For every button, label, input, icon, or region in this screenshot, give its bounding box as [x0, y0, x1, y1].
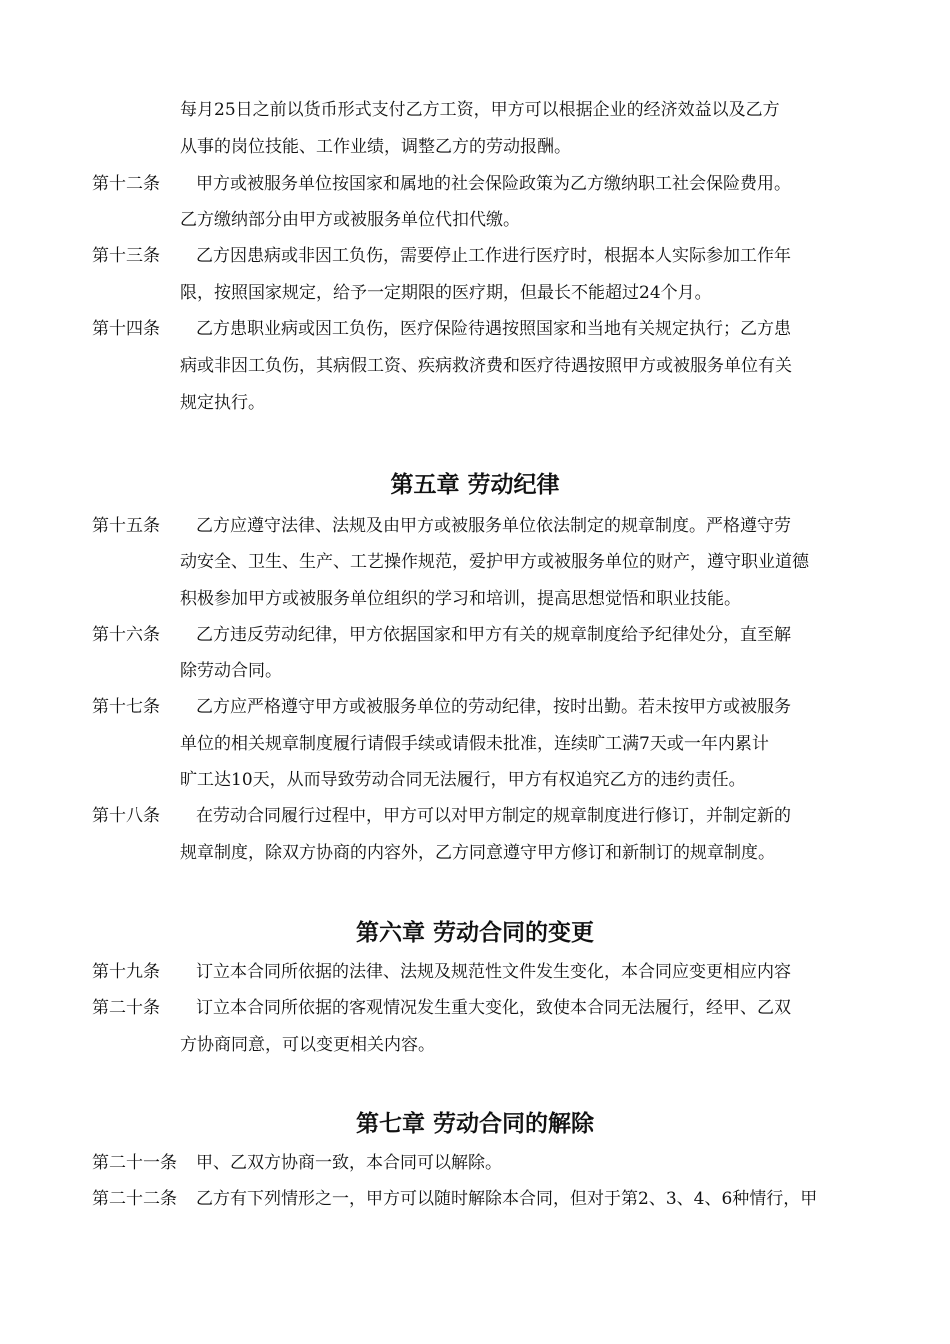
article-line: 甲、乙双方协商一致，本合同可以解除。: [196, 1153, 502, 1173]
article-label: 第十六条: [92, 625, 160, 645]
chapter-title-6: 第六章 劳动合同的变更: [355, 920, 594, 946]
article-label: 第十八条: [92, 806, 160, 826]
chapter-title-5: 第五章 劳动纪律: [390, 472, 560, 498]
article-label: 第十五条: [92, 516, 160, 536]
intro-line-2: 从事的岗位技能、工作业绩，调整乙方的劳动报酬。: [180, 137, 571, 157]
article-label: 第十七条: [92, 697, 160, 717]
article-line: 乙方应遵守法律、法规及由甲方或被服务单位依法制定的规章制度。严格遵守劳: [196, 516, 791, 536]
article-line: 积极参加甲方或被服务单位组织的学习和培训，提高思想觉悟和职业技能。: [180, 589, 741, 609]
article-line: 乙方缴纳部分由甲方或被服务单位代扣代缴。: [180, 210, 520, 230]
article-line: 病或非因工负伤，其病假工资、疾病救济费和医疗待遇按照甲方或被服务单位有关: [180, 356, 792, 376]
article-line: 动安全、卫生、生产、工艺操作规范，爱护甲方或被服务单位的财产，遵守职业道德: [180, 552, 809, 572]
article-line: 订立本合同所依据的客观情况发生重大变化，致使本合同无法履行，经甲、乙双: [196, 998, 791, 1018]
article-label: 第二十二条: [92, 1189, 177, 1209]
article-label: 第二十一条: [92, 1153, 177, 1173]
article-line: 方协商同意，可以变更相关内容。: [180, 1035, 435, 1055]
article-line: 限，按照国家规定，给予一定期限的医疗期，但最长不能超过24个月。: [180, 283, 712, 303]
article-line: 规章制度，除双方协商的内容外，乙方同意遵守甲方修订和新制订的规章制度。: [180, 843, 775, 863]
article-label: 第十三条: [92, 246, 160, 266]
article-label: 第十四条: [92, 319, 160, 339]
article-line: 规定执行。: [180, 393, 265, 413]
chapter-title-7: 第七章 劳动合同的解除: [355, 1111, 594, 1137]
article-line: 乙方违反劳动纪律，甲方依据国家和甲方有关的规章制度给予纪律处分，直至解: [196, 625, 791, 645]
article-line: 甲方或被服务单位按国家和属地的社会保险政策为乙方缴纳职工社会保险费用。: [196, 174, 791, 194]
article-label: 第二十条: [92, 998, 160, 1018]
article-label: 第十二条: [92, 174, 160, 194]
article-line: 除劳动合同。: [180, 661, 282, 681]
intro-line-1: 每月25日之前以货币形式支付乙方工资，甲方可以根据企业的经济效益以及乙方: [180, 100, 780, 120]
article-line: 乙方应严格遵守甲方或被服务单位的劳动纪律，按时出勤。若未按甲方或被服务: [196, 697, 791, 717]
article-line: 旷工达10天，从而导致劳动合同无法履行，甲方有权追究乙方的违约责任。: [180, 770, 746, 790]
article-line: 乙方患职业病或因工负伤，医疗保险待遇按照国家和当地有关规定执行；乙方患: [196, 319, 791, 339]
article-line: 单位的相关规章制度履行请假手续或请假未批准，连续旷工满7天或一年内累计: [180, 734, 769, 754]
article-line: 在劳动合同履行过程中，甲方可以对甲方制定的规章制度进行修订，并制定新的: [196, 806, 791, 826]
article-label: 第十九条: [92, 962, 160, 982]
article-line: 订立本合同所依据的法律、法规及规范性文件发生变化，本合同应变更相应内容: [196, 962, 791, 982]
article-line: 乙方因患病或非因工负伤，需要停止工作进行医疗时，根据本人实际参加工作年: [196, 246, 791, 266]
article-line: 乙方有下列情形之一，甲方可以随时解除本合同，但对于第2、3、4、6种情行，甲: [196, 1189, 818, 1209]
